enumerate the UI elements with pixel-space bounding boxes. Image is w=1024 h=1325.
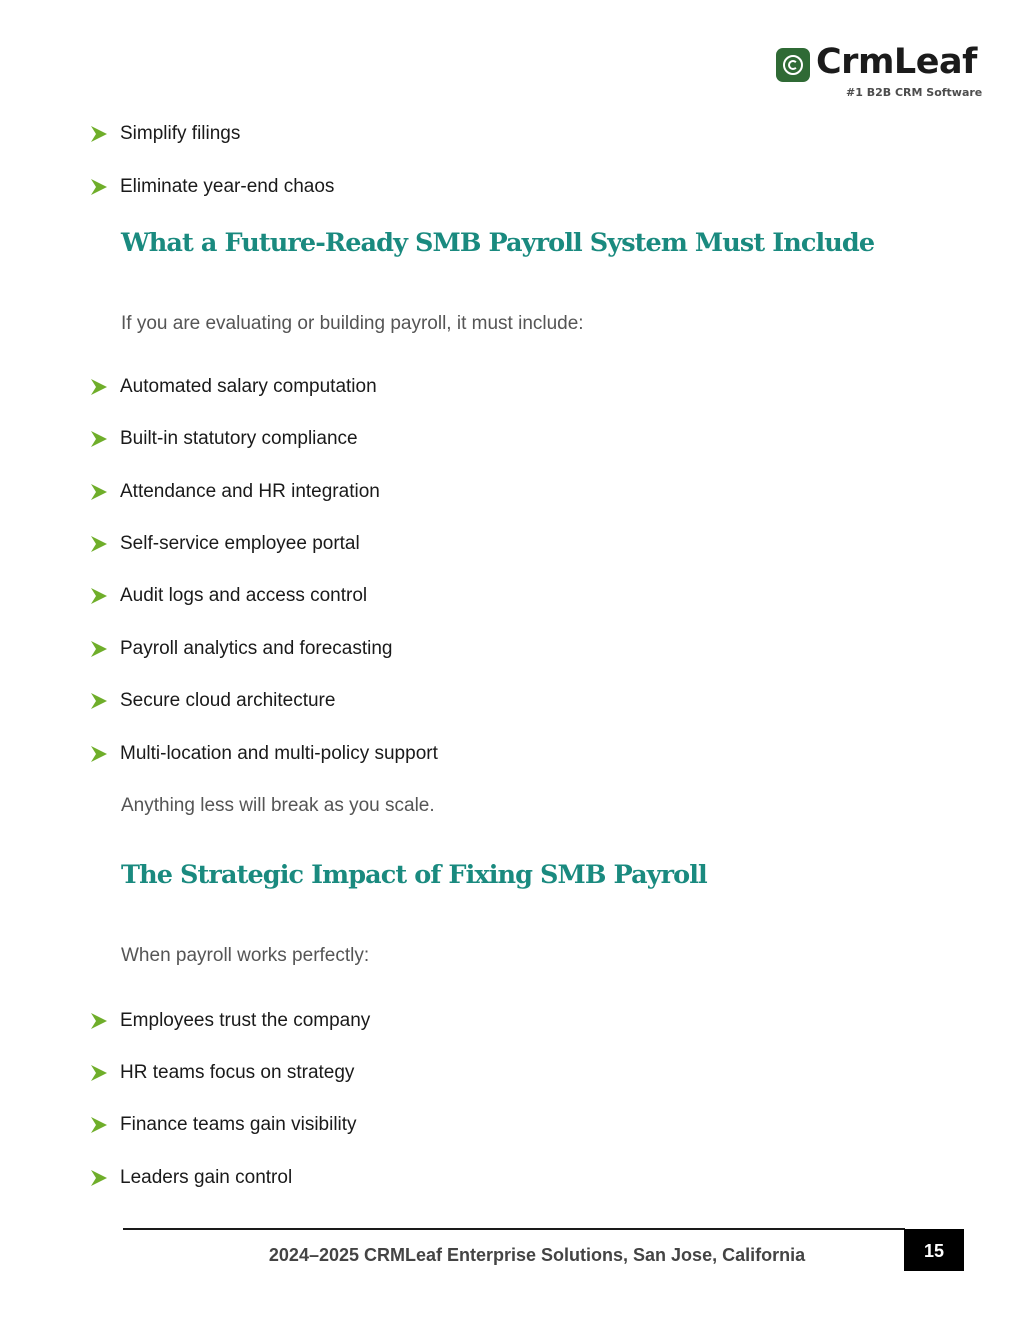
arrow-bullet-icon xyxy=(90,1116,108,1134)
list-item-text: Leaders gain control xyxy=(120,1167,293,1188)
crmleaf-c-icon xyxy=(776,48,810,82)
logo-tagline: #1 B2B CRM Software xyxy=(846,86,983,99)
arrow-bullet-icon xyxy=(90,178,108,196)
list-item-text: Built-in statutory compliance xyxy=(120,428,358,449)
section-intro: When payroll works perfectly: xyxy=(121,945,370,966)
page-number: 15 xyxy=(904,1229,964,1271)
arrow-bullet-icon xyxy=(90,483,108,501)
list-item-text: Eliminate year-end chaos xyxy=(120,176,335,197)
list-item-text: Secure cloud architecture xyxy=(120,690,336,711)
arrow-bullet-icon xyxy=(90,1012,108,1030)
list-item-text: Payroll analytics and forecasting xyxy=(120,638,393,659)
list-item-text: Attendance and HR integration xyxy=(120,481,380,502)
list-item-text: Simplify filings xyxy=(120,123,241,144)
arrow-bullet-icon xyxy=(90,1064,108,1082)
list-item-text: Self-service employee portal xyxy=(120,533,360,554)
arrow-bullet-icon xyxy=(90,1169,108,1187)
arrow-bullet-icon xyxy=(90,535,108,553)
arrow-bullet-icon xyxy=(90,692,108,710)
brand-logo xyxy=(776,42,986,102)
footer-text: 2024–2025 CRMLeaf Enterprise Solutions, San Jose, California xyxy=(268,1245,806,1265)
logo-name: CrmLeaf xyxy=(816,42,977,82)
list-item-text: Finance teams gain visibility xyxy=(120,1114,357,1135)
section-heading: What a Future-Ready SMB Payroll System Must Include xyxy=(121,228,875,258)
arrow-bullet-icon xyxy=(90,640,108,658)
section-closing: Anything less will break as you scale. xyxy=(121,795,435,816)
list-item-text: Multi-location and multi-policy support xyxy=(120,743,438,764)
section-intro: If you are evaluating or building payroll, it must include: xyxy=(121,313,584,334)
arrow-bullet-icon xyxy=(90,587,108,605)
section-heading: The Strategic Impact of Fixing SMB Payroll xyxy=(121,860,707,890)
list-item-text: Audit logs and access control xyxy=(120,585,368,606)
list-item-text: Employees trust the company xyxy=(120,1010,371,1031)
footer-divider xyxy=(123,1228,905,1230)
arrow-bullet-icon xyxy=(90,745,108,763)
arrow-bullet-icon xyxy=(90,430,108,448)
list-item-text: Automated salary computation xyxy=(120,376,377,397)
arrow-bullet-icon xyxy=(90,378,108,396)
arrow-bullet-icon xyxy=(90,125,108,143)
list-item-text: HR teams focus on strategy xyxy=(120,1062,355,1083)
